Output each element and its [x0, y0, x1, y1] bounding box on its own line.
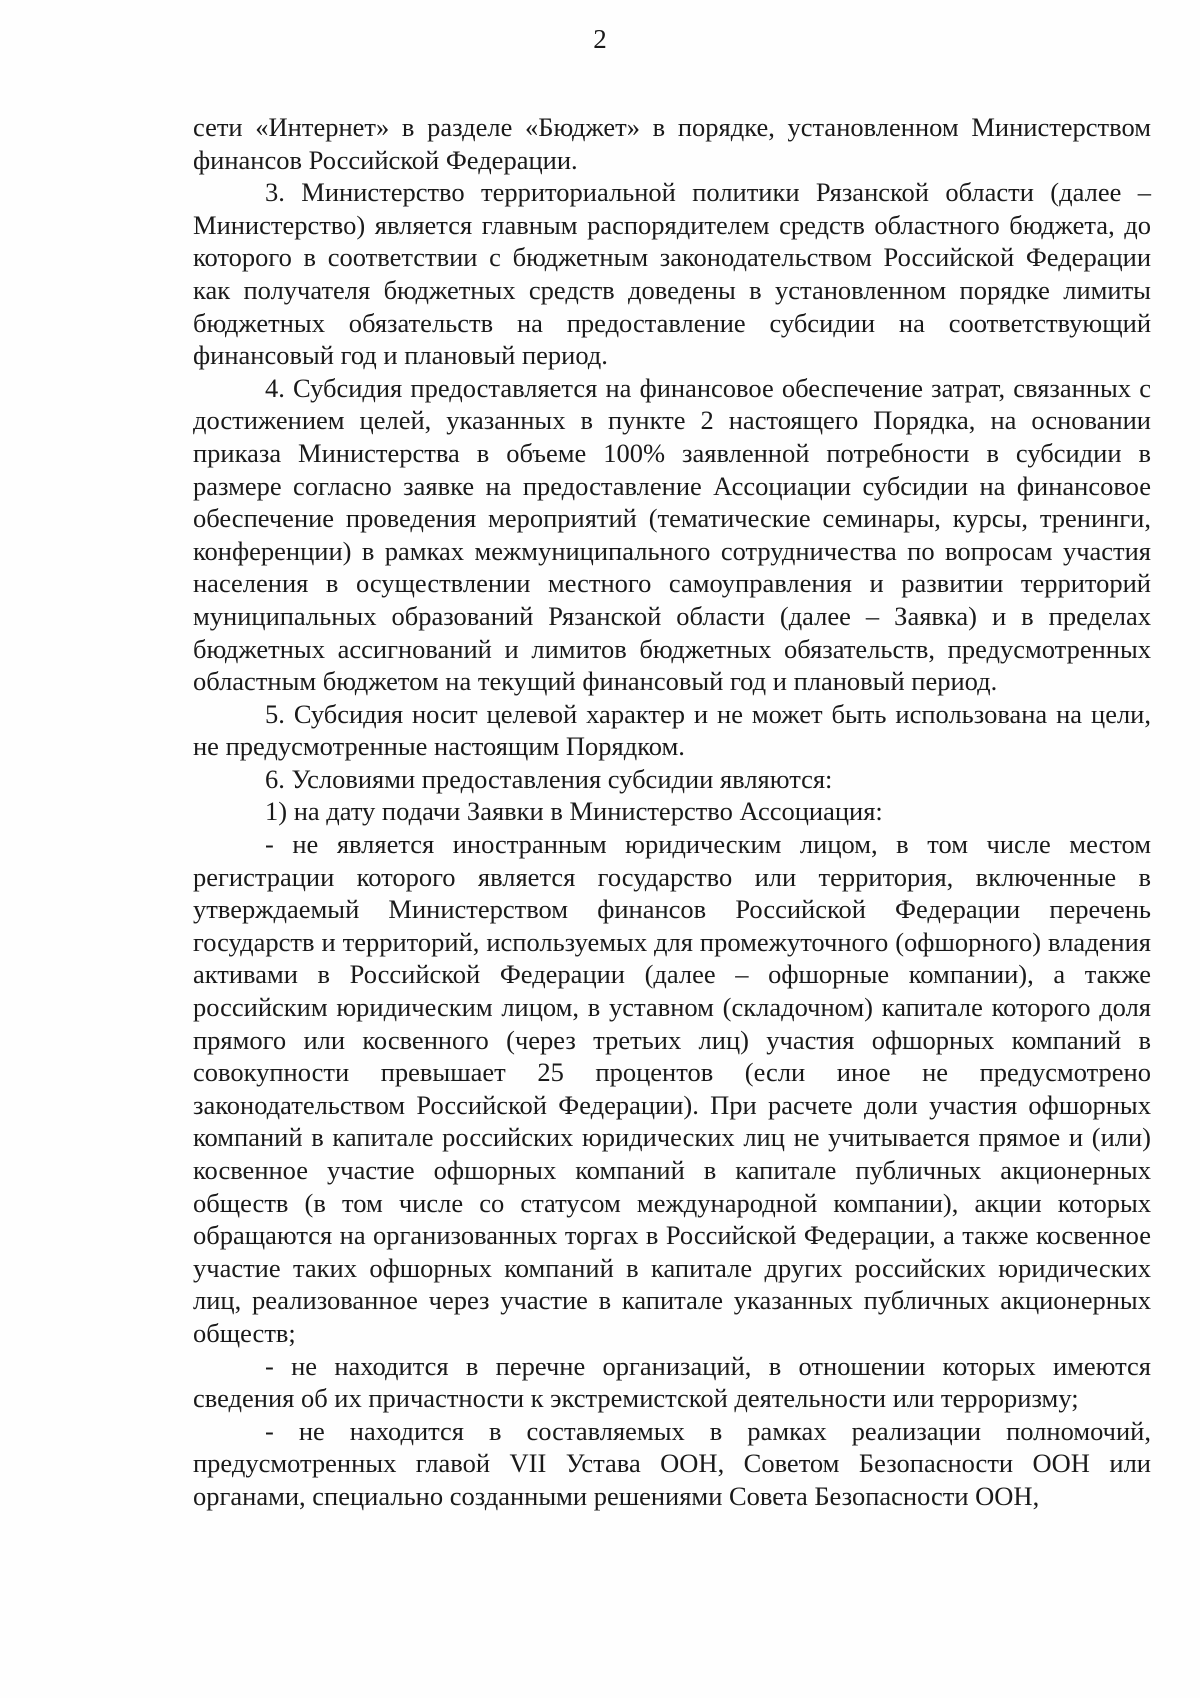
paragraph-item-3: 3. Министерство территориальной политики Рязанской области (далее – Министерство) является главным распорядителем средств областного бюджета, до которого в соответствии с бюджетным законодательством Российской Федерации как получателя бюджетных средств доведены в установленном порядке лимиты бюджетных обязательств на предоставление субсидии на соответствующий финансовый год и плановый период. [193, 177, 1151, 371]
paragraph-internet-continuation: сети «Интернет» в разделе «Бюджет» в порядке, установленном Министерством финансов Российской Федерации. [193, 112, 1151, 175]
paragraph-item-6: 6. Условиями предоставления субсидии являются: [265, 763, 833, 794]
paragraph-item-5: 5. Субсидия носит целевой характер и не может быть использована на цели, не предусмотренные настоящим Порядком. [193, 698, 1151, 762]
document-body [193, 111, 1151, 1513]
paragraph-un-condition: - не находится в составляемых в рамках реализации полномочий, предусмотренных главой VII Устава ООН, Советом Безопасности ООН или органами, специально созданными решениями Совета Безопасности ООН, [193, 1415, 1151, 1511]
paragraph-item-4: 4. Субсидия предоставляется на финансовое обеспечение затрат, связанных с достижением целей, указанных в пункте 2 настоящего Порядка, на основании приказа Министерства в объеме 100% заявленной потребности в субсидии в размере согласно заявке на предоставление Ассоциации субсидии на финансовое обеспечение проведения мероприятий (тематические семинары, курсы, тренинги, конференции) в рамках межмуниципального сотрудничества по вопросам участия населения в осуществлении местного самоуправления и развитии территорий муниципальных образований Рязанской области (далее – Заявка) и в пределах бюджетных ассигнований и лимитов бюджетных обязательств, предусмотренных областным бюджетом на текущий финансовый год и плановый период. [193, 372, 1151, 697]
paragraph-offshore-condition: - не является иностранным юридическим лицом, в том числе местом регистрации которого является государство или территория, включенные в утверждаемый Министерством финансов Российской Федерации перечень государств и территорий, используемых для промежуточного (офшорного) владения активами в Российской Федерации (далее – офшорные компании), а также российским юридическим лицом, в уставном (складочном) капитале которого доля прямого или косвенного (через третьих лиц) участия офшорных компаний в совокупности превышает 25 процентов (если иное не предусмотрено законодательством Российской Федерации). При расчете доли участия офшорных компаний в капитале российских юридических лиц не учитывается прямое и (или) косвенное участие офшорных компаний в капитале публичных акционерных обществ (в том числе со статусом международной компании), акции которых обращаются на организованных торгах в Российской Федерации, а также косвенное участие таких офшорных компаний в капитале других российских юридических лиц, реализованное через участие в капитале указанных публичных акционерных обществ; [193, 829, 1151, 1348]
paragraph-extremism-condition: - не находится в перечне организаций, в отношении которых имеются сведения об их причастности к экстремистской деятельности или терроризму; [193, 1350, 1151, 1414]
page-number: 2 [593, 24, 607, 54]
paragraph-subitem-1: 1) на дату подачи Заявки в Министерство Ассоциация: [265, 796, 883, 827]
